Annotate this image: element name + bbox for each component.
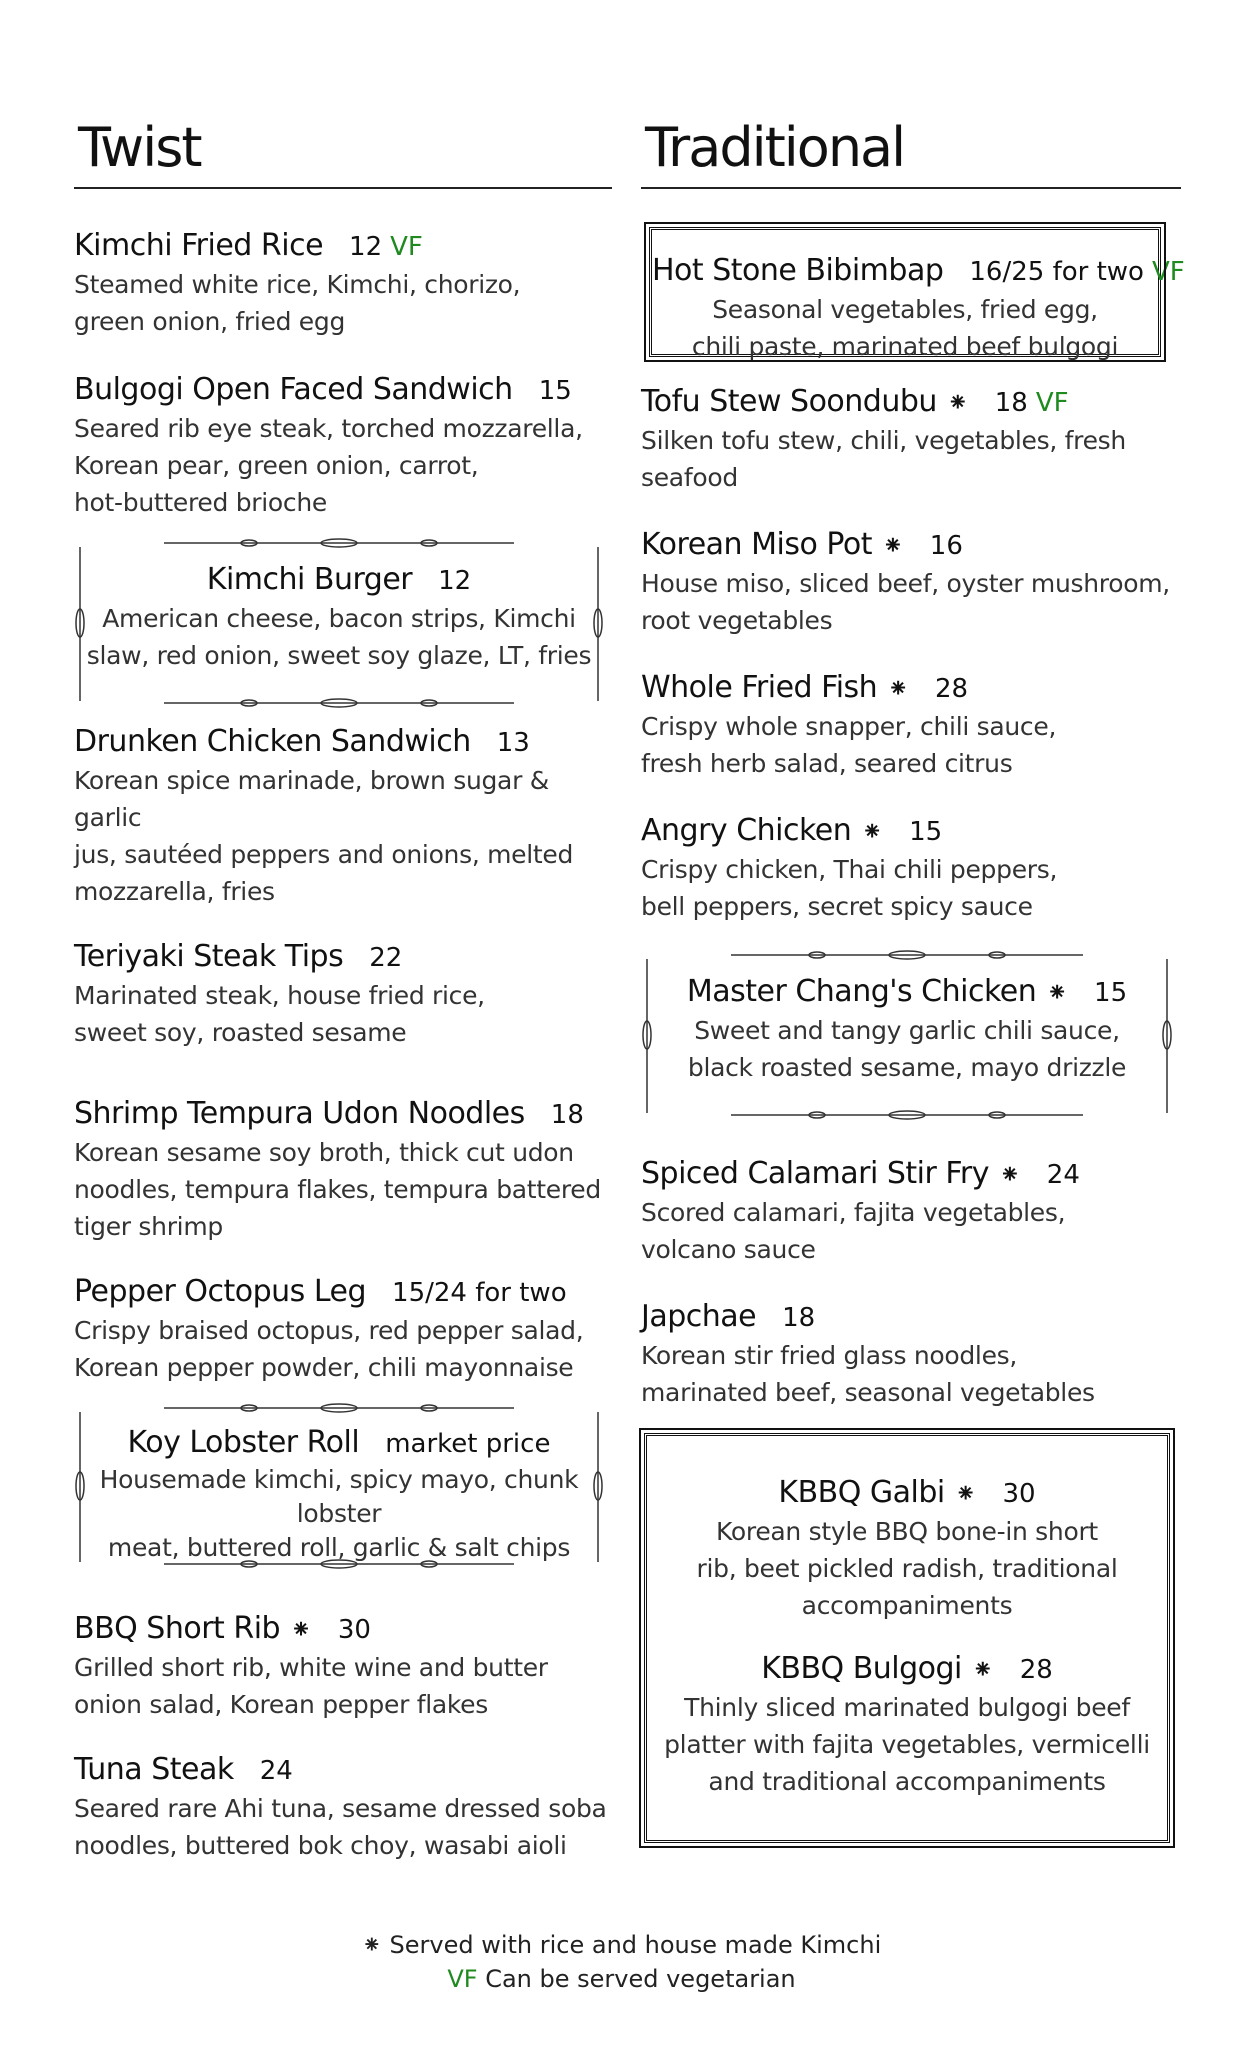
legend-vegetarian-text: Can be served vegetarian <box>485 1965 796 1993</box>
item-desc: and traditional accompaniments <box>708 1767 1106 1797</box>
item-desc: black roasted sesame, mayo drizzle <box>687 1053 1127 1083</box>
item-price: 18 <box>782 1303 816 1334</box>
item-desc: sweet soy, roasted sesame <box>74 1018 407 1048</box>
item-desc: noodles, buttered bok choy, wasabi aioli <box>74 1831 567 1861</box>
item-price: 15 <box>1094 978 1128 1009</box>
star-icon: ⁕ <box>290 1615 312 1646</box>
item-desc: noodles, tempura flakes, tempura battered <box>74 1175 601 1205</box>
item-desc: House miso, sliced beef, oyster mushroom, <box>641 569 1170 599</box>
item-desc: slaw, red onion, sweet soy glaze, LT, fries <box>86 641 592 671</box>
item-name: Spiced Calamari Stir Fry <box>641 1156 989 1192</box>
item-price: 15 <box>909 817 943 848</box>
item-price: 18 <box>994 388 1028 419</box>
star-icon: ⁕ <box>999 1160 1021 1191</box>
item-desc: marinated beef, seasonal vegetables <box>641 1378 1095 1408</box>
item-name: Korean Miso Pot <box>641 527 872 563</box>
item-price: 28 <box>935 674 969 705</box>
star-icon: ⁕ <box>887 674 909 705</box>
item-desc: Scored calamari, fajita vegetables, <box>641 1198 1066 1228</box>
item-name: Kimchi Burger <box>206 562 413 598</box>
item-name: Pepper Octopus Leg <box>74 1274 367 1310</box>
legend-vegetarian <box>0 1962 1243 1996</box>
item-name: Master Chang's Chicken <box>686 974 1037 1010</box>
item-desc: Crispy whole snapper, chili sauce, <box>641 712 1057 742</box>
menu-item <box>641 1298 1181 1411</box>
featured-item-frame <box>74 1400 604 1572</box>
featured-kbbq-box <box>644 1433 1170 1843</box>
menu-item <box>74 1610 612 1723</box>
item-desc: Korean stir fried glass noodles, <box>641 1341 1018 1371</box>
item-name: Drunken Chicken Sandwich <box>74 724 471 760</box>
item-desc: Korean sesame soy broth, thick cut udon <box>74 1138 574 1168</box>
menu-item <box>74 723 612 910</box>
item-price: 30 <box>337 1615 371 1646</box>
item-desc: Seared rare Ahi tuna, sesame dressed soba <box>74 1794 607 1824</box>
item-name: Shrimp Tempura Udon Noodles <box>74 1096 525 1132</box>
item-price: 24 <box>1046 1160 1080 1191</box>
item-desc: Korean style BBQ bone-in short <box>716 1517 1098 1547</box>
item-desc: tiger shrimp <box>74 1212 223 1242</box>
menu-item <box>74 938 612 1051</box>
menu-item <box>74 371 612 521</box>
item-price: market price <box>385 1429 551 1460</box>
item-desc: Crispy chicken, Thai chili peppers, <box>641 855 1058 885</box>
star-icon: ⁕ <box>861 817 884 848</box>
vf-badge: VF <box>390 232 423 263</box>
menu-item <box>641 526 1181 639</box>
section-title-traditional: Traditional <box>641 118 1181 189</box>
item-desc: jus, sautéed peppers and onions, melted <box>74 840 574 870</box>
item-desc: Steamed white rice, Kimchi, chorizo, <box>74 270 521 300</box>
item-name: Angry Chicken <box>641 813 852 849</box>
item-desc: fresh herb salad, seared citrus <box>641 749 1013 779</box>
item-price: 24 <box>259 1756 293 1787</box>
item-desc: Crispy braised octopus, red pepper salad, <box>74 1316 584 1346</box>
item-desc: bell peppers, secret spicy sauce <box>641 892 1033 922</box>
item-desc: accompaniments <box>801 1591 1013 1621</box>
legend-rice-text: Served with rice and house made Kimchi <box>389 1931 882 1959</box>
item-price: 16 <box>929 531 963 562</box>
star-icon: ⁕ <box>954 1479 977 1510</box>
item-desc: hot-buttered brioche <box>74 488 327 518</box>
item-name: KBBQ Bulgogi <box>761 1651 962 1687</box>
legend-rice <box>0 1928 1243 1962</box>
item-price: 12 <box>349 232 383 263</box>
item-name: KBBQ Galbi <box>778 1475 945 1511</box>
vf-badge: VF <box>1151 257 1185 288</box>
menu-item <box>74 227 612 340</box>
item-desc: Housemade kimchi, spicy mayo, chunk lobster <box>99 1465 579 1529</box>
item-desc: rib, beet pickled radish, traditional <box>696 1554 1118 1584</box>
item-desc: root vegetables <box>641 606 833 636</box>
vf-badge: VF <box>447 1965 478 1993</box>
item-desc: Thinly sliced marinated bulgogi beef <box>684 1693 1130 1723</box>
vf-badge: VF <box>1035 388 1069 419</box>
item-desc: onion salad, Korean pepper flakes <box>74 1690 488 1720</box>
item-desc: meat, buttered roll, garlic & salt chips <box>107 1533 571 1563</box>
item-price: 12 <box>438 566 472 597</box>
item-price: 13 <box>496 728 530 759</box>
star-icon: ⁕ <box>881 531 904 562</box>
item-name: Koy Lobster Roll <box>127 1425 360 1461</box>
item-desc: platter with fajita vegetables, vermicelli <box>664 1730 1150 1760</box>
item-desc: Seasonal vegetables, fried egg, <box>712 295 1098 325</box>
item-desc: Korean pear, green onion, carrot, <box>74 451 479 481</box>
menu-legend <box>0 1928 1243 1996</box>
star-icon: ⁕ <box>946 388 969 419</box>
menu-item <box>641 812 1181 925</box>
item-name: Bulgogi Open Faced Sandwich <box>74 372 513 408</box>
item-desc: Grilled short rib, white wine and butter <box>74 1653 548 1683</box>
item-desc: Sweet and tangy garlic chili sauce, <box>694 1016 1120 1046</box>
item-name: Tofu Stew Soondubu <box>641 384 937 420</box>
item-price: 18 <box>550 1100 584 1131</box>
item-price: 22 <box>369 943 403 974</box>
star-icon: ⁕ <box>971 1655 994 1686</box>
item-desc: Korean spice marinade, brown sugar & garlic <box>74 766 549 833</box>
item-desc: Marinated steak, house fried rice, <box>74 981 485 1011</box>
item-desc: mozzarella, fries <box>74 877 275 907</box>
traditional-column <box>641 116 1185 1843</box>
twist-column <box>74 118 612 1864</box>
menu-item <box>641 669 1181 782</box>
menu-item <box>74 1273 612 1386</box>
item-desc: Seared rib eye steak, torched mozzarella, <box>74 414 583 444</box>
featured-item-frame <box>74 535 604 713</box>
item-price: 15 <box>538 376 572 407</box>
item-price: 16/25 for two <box>969 257 1144 288</box>
menu-item <box>74 1751 612 1864</box>
item-price: 30 <box>1002 1479 1036 1510</box>
featured-item-box <box>649 227 1185 362</box>
item-name: Japchae <box>641 1299 757 1335</box>
item-name: BBQ Short Rib <box>74 1611 281 1647</box>
featured-item-frame <box>641 947 1173 1125</box>
item-desc: chili paste, marinated beef bulgogi <box>691 332 1119 362</box>
star-icon: ⁕ <box>361 1931 382 1959</box>
item-desc: Korean pepper powder, chili mayonnaise <box>74 1353 574 1383</box>
menu-item <box>641 1155 1181 1268</box>
section-title-twist: Twist <box>74 118 612 189</box>
menu-item <box>74 1095 612 1245</box>
item-price: 28 <box>1019 1655 1053 1686</box>
item-price: 15/24 for two <box>392 1278 567 1309</box>
star-icon: ⁕ <box>1046 978 1069 1009</box>
item-name: Hot Stone Bibimbap <box>652 253 944 289</box>
item-desc: volcano sauce <box>641 1235 816 1265</box>
item-desc: green onion, fried egg <box>74 307 346 337</box>
item-name: Teriyaki Steak Tips <box>74 939 344 975</box>
item-desc: American cheese, bacon strips, Kimchi <box>102 604 576 634</box>
item-name: Tuna Steak <box>74 1752 234 1788</box>
item-desc: Silken tofu stew, chili, vegetables, fresh seafood <box>641 426 1126 493</box>
menu-item <box>641 383 1181 496</box>
item-name: Whole Fried Fish <box>641 670 878 706</box>
item-name: Kimchi Fried Rice <box>74 228 324 264</box>
